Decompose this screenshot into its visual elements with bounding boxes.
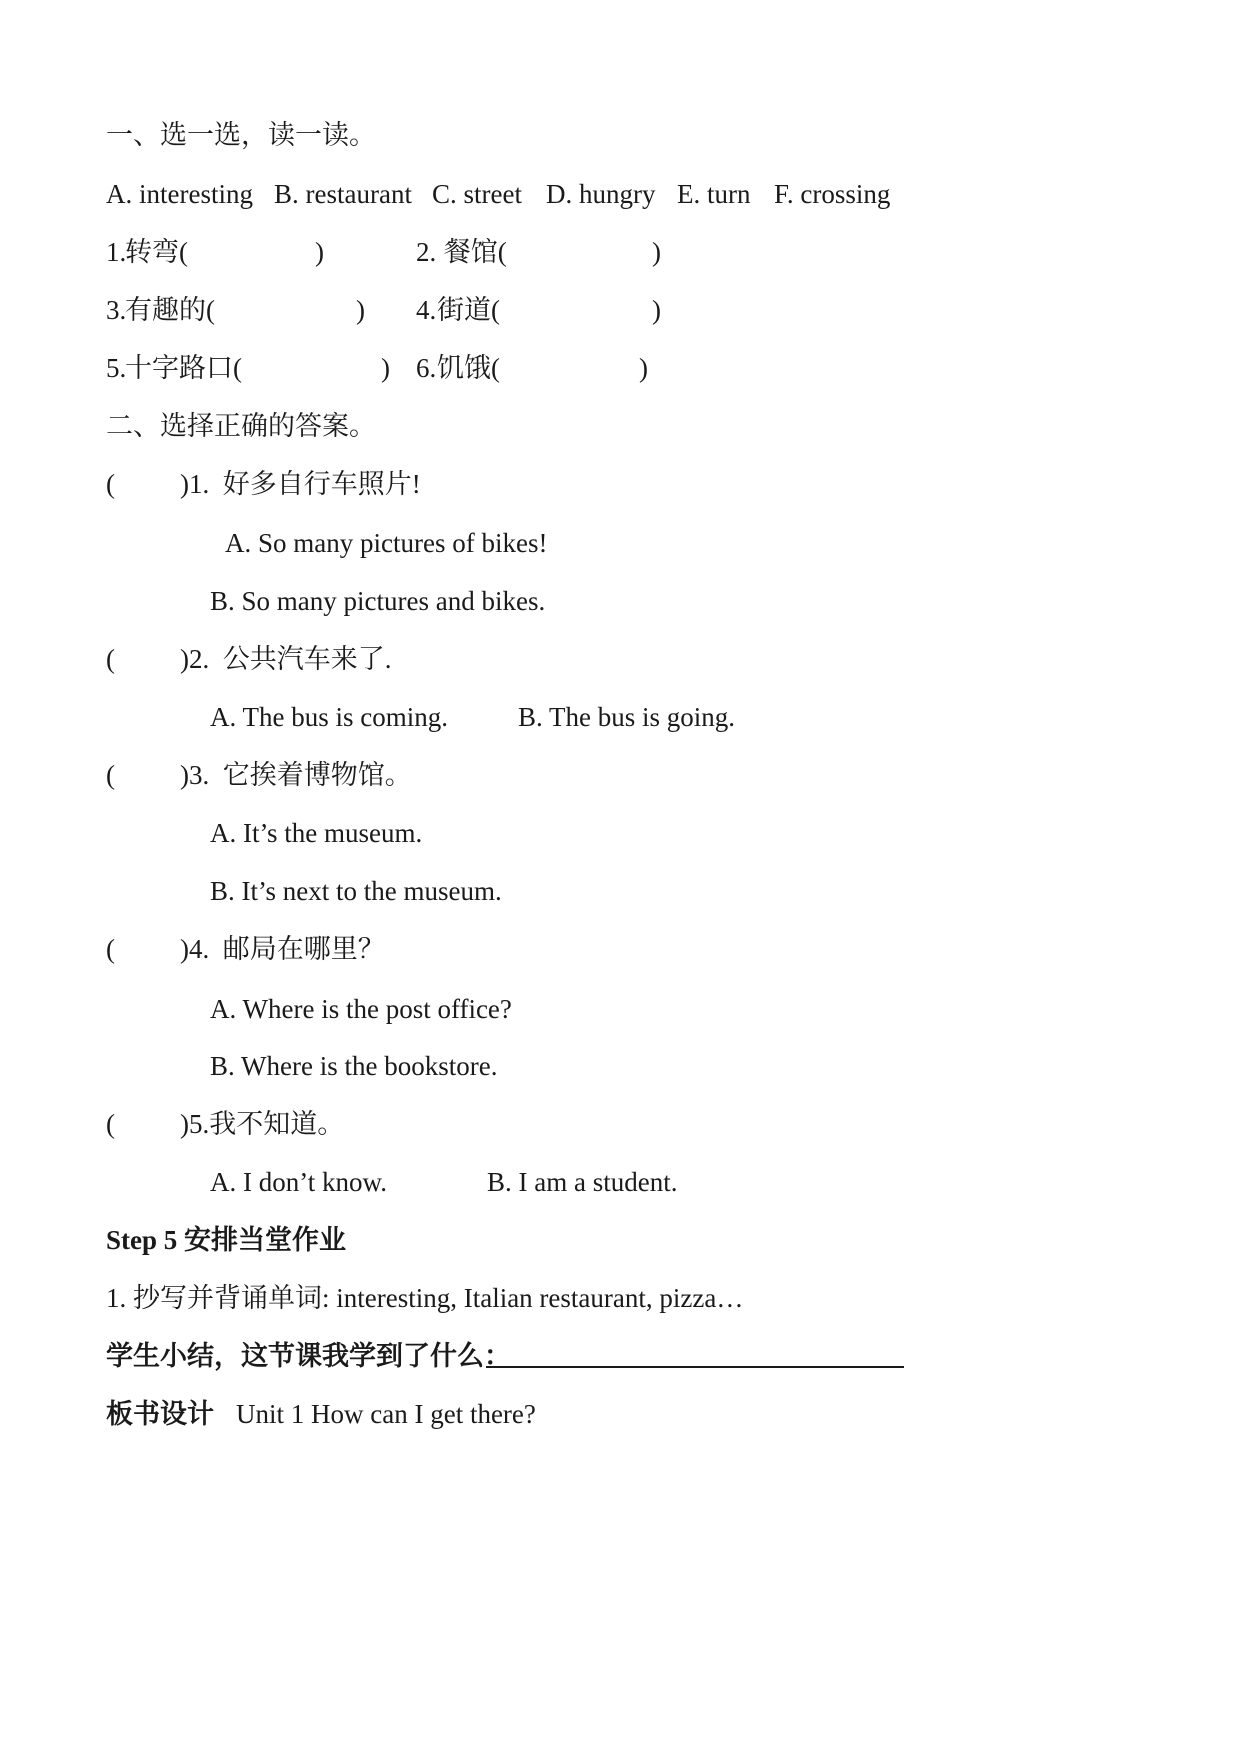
match-item-1-num: 1. [106, 237, 127, 267]
match-item-4-num: 4. [416, 295, 437, 325]
section2-heading: 二、选择正确的答案。 [106, 411, 376, 441]
word-bank-d: D. hungry [546, 179, 656, 209]
question-4-open: ( [106, 934, 115, 964]
section1-heading: 一、选一选，读一读。 [106, 120, 376, 150]
match-item-1-text: 转弯( [125, 237, 188, 267]
question-3-open: ( [106, 760, 115, 790]
match-item-3-num: 3. [106, 295, 127, 325]
summary-label: 学生小结，这节课我学到了什么： [106, 1341, 511, 1371]
match-item-2-num: 2. [416, 237, 437, 267]
word-bank-b: B. restaurant [274, 179, 412, 209]
match-item-5-close: ) [381, 353, 390, 383]
match-item-5-num: 5. [106, 353, 127, 383]
match-item-6-close: ) [639, 353, 648, 383]
step5-task: 1. 抄写并背诵单词: interesting, Italian restaurant, pizza… [106, 1283, 744, 1313]
question-3-label: )3. 它挨着博物馆。 [180, 760, 412, 790]
question-4-option-b: B. Where is the bookstore. [210, 1051, 498, 1081]
question-2-label: )2. 公共汽车来了. [180, 644, 392, 674]
match-item-3-close: ) [356, 295, 365, 325]
match-item-2-close: ) [652, 237, 661, 267]
match-item-6-num: 6. [416, 353, 437, 383]
question-4-label: )4. 邮局在哪里？ [180, 934, 385, 964]
question-3-option-a: A. It’s the museum. [210, 818, 423, 848]
question-2-option-b: B. The bus is going. [518, 702, 736, 732]
question-2-option-a: A. The bus is coming. [210, 702, 448, 732]
match-item-4-close: ) [652, 295, 661, 325]
question-4-option-a: A. Where is the post office? [210, 994, 512, 1024]
question-2-open: ( [106, 644, 115, 674]
word-bank-a: A. interesting [106, 179, 253, 209]
board-label: 板书设计 [106, 1399, 214, 1429]
match-item-4-text: 街道( [437, 295, 500, 325]
word-bank-e: E. turn [677, 179, 751, 209]
match-item-5-text: 十字路口( [125, 353, 242, 383]
question-5-option-a: A. I don’t know. [210, 1167, 387, 1197]
word-bank-c: C. street [432, 179, 522, 209]
question-1-option-a: A. So many pictures of bikes! [225, 528, 548, 558]
step5-heading: Step 5 安排当堂作业 [106, 1225, 347, 1255]
board-title: Unit 1 How can I get there? [236, 1399, 536, 1429]
question-1-open: ( [106, 469, 115, 499]
match-item-6-text: 饥饿( [437, 353, 500, 383]
question-3-option-b: B. It’s next to the museum. [210, 876, 502, 906]
question-1-label: )1. 好多自行车照片! [180, 469, 421, 499]
question-5-label: )5.我不知道。 [180, 1109, 345, 1139]
match-item-1-close: ) [315, 237, 324, 267]
question-5-open: ( [106, 1109, 115, 1139]
match-item-3-text: 有趣的( [125, 295, 215, 325]
question-5-option-b: B. I am a student. [487, 1167, 678, 1197]
summary-answer-blank[interactable] [486, 1366, 904, 1368]
match-item-2-text: 餐馆( [437, 237, 507, 267]
word-bank-f: F. crossing [774, 179, 891, 209]
question-1-option-b: B. So many pictures and bikes. [210, 586, 546, 616]
